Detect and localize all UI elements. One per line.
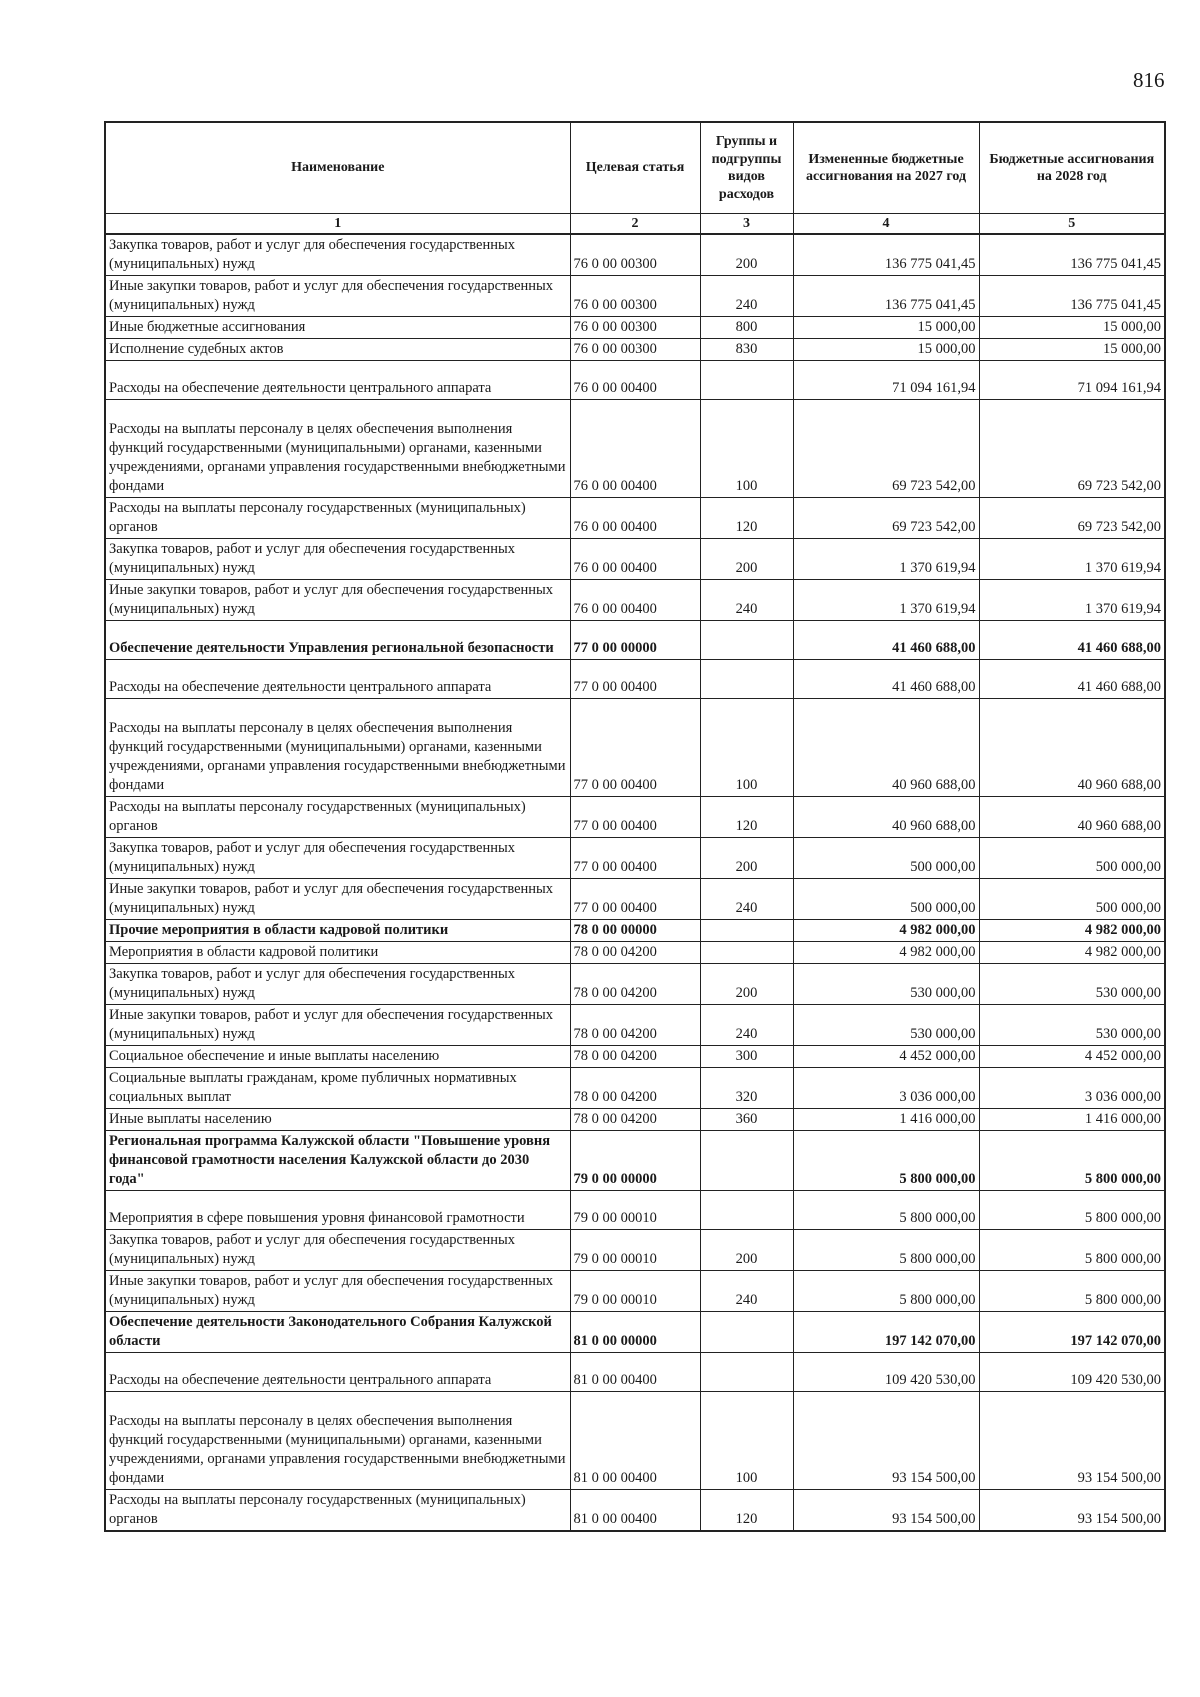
col-number: 3 [700, 214, 793, 235]
row-amount-2027-cell: 136 775 041,45 [793, 276, 979, 317]
table-row [105, 879, 1165, 920]
row-code-cell: 78 0 00 04200 [570, 1046, 700, 1068]
row-amount-2028-cell: 109 420 530,00 [979, 1353, 1165, 1392]
row-amount-2028-cell: 197 142 070,00 [979, 1312, 1165, 1353]
budget-table [104, 121, 1166, 1532]
row-group-cell [700, 1312, 793, 1353]
row-code-cell: 77 0 00 00400 [570, 838, 700, 879]
col-header-name: Наименование [105, 122, 570, 214]
row-code-cell: 78 0 00 04200 [570, 942, 700, 964]
row-amount-2027-cell: 41 460 688,00 [793, 621, 979, 660]
row-amount-2027-cell: 15 000,00 [793, 339, 979, 361]
row-group-cell: 240 [700, 879, 793, 920]
table-row [105, 317, 1165, 339]
row-name-cell: Прочие мероприятия в области кадровой политики [105, 920, 570, 942]
table-row [105, 838, 1165, 879]
row-group-cell: 240 [700, 1271, 793, 1312]
column-number-row [105, 214, 1165, 235]
table-row [105, 621, 1165, 660]
row-amount-2027-cell: 93 154 500,00 [793, 1392, 979, 1490]
row-group-cell [700, 1353, 793, 1392]
row-amount-2028-cell: 71 094 161,94 [979, 361, 1165, 400]
row-amount-2027-cell: 1 416 000,00 [793, 1109, 979, 1131]
table-row [105, 1353, 1165, 1392]
row-group-cell: 120 [700, 797, 793, 838]
row-amount-2027-cell: 136 775 041,45 [793, 234, 979, 276]
row-amount-2027-cell: 5 800 000,00 [793, 1191, 979, 1230]
table-row [105, 797, 1165, 838]
row-name-cell: Расходы на обеспечение деятельности центрального аппарата [105, 660, 570, 699]
row-group-cell: 360 [700, 1109, 793, 1131]
row-amount-2028-cell: 5 800 000,00 [979, 1131, 1165, 1191]
col-number: 1 [105, 214, 570, 235]
row-amount-2027-cell: 71 094 161,94 [793, 361, 979, 400]
row-amount-2027-cell: 1 370 619,94 [793, 539, 979, 580]
table-row [105, 1230, 1165, 1271]
row-group-cell [700, 1191, 793, 1230]
row-group-cell: 100 [700, 699, 793, 797]
row-name-cell: Социальное обеспечение и иные выплаты населению [105, 1046, 570, 1068]
table-row [105, 234, 1165, 276]
row-amount-2027-cell: 4 982 000,00 [793, 920, 979, 942]
row-code-cell: 79 0 00 00010 [570, 1191, 700, 1230]
row-group-cell: 240 [700, 276, 793, 317]
row-amount-2027-cell: 40 960 688,00 [793, 797, 979, 838]
row-amount-2028-cell: 530 000,00 [979, 964, 1165, 1005]
row-group-cell: 200 [700, 964, 793, 1005]
row-code-cell: 81 0 00 00400 [570, 1392, 700, 1490]
row-group-cell: 320 [700, 1068, 793, 1109]
row-amount-2028-cell: 41 460 688,00 [979, 621, 1165, 660]
row-code-cell: 76 0 00 00300 [570, 234, 700, 276]
row-name-cell: Закупка товаров, работ и услуг для обеспечения государственных (муниципальных) нужд [105, 1230, 570, 1271]
row-group-cell: 800 [700, 317, 793, 339]
row-amount-2027-cell: 500 000,00 [793, 838, 979, 879]
row-amount-2028-cell: 1 370 619,94 [979, 580, 1165, 621]
row-code-cell: 81 0 00 00000 [570, 1312, 700, 1353]
table-row [105, 539, 1165, 580]
row-group-cell: 200 [700, 234, 793, 276]
row-code-cell: 77 0 00 00400 [570, 699, 700, 797]
header-row [105, 122, 1165, 214]
table-row [105, 699, 1165, 797]
table-row [105, 1392, 1165, 1490]
row-code-cell: 77 0 00 00400 [570, 797, 700, 838]
row-amount-2027-cell: 530 000,00 [793, 1005, 979, 1046]
row-amount-2027-cell: 93 154 500,00 [793, 1490, 979, 1532]
table-row [105, 1068, 1165, 1109]
row-group-cell: 100 [700, 1392, 793, 1490]
col-number: 4 [793, 214, 979, 235]
row-code-cell: 79 0 00 00010 [570, 1230, 700, 1271]
row-name-cell: Расходы на выплаты персоналу государственных (муниципальных) органов [105, 797, 570, 838]
row-name-cell: Расходы на обеспечение деятельности центрального аппарата [105, 361, 570, 400]
row-group-cell: 240 [700, 1005, 793, 1046]
row-group-cell: 830 [700, 339, 793, 361]
row-name-cell: Обеспечение деятельности Управления региональной безопасности [105, 621, 570, 660]
row-amount-2028-cell: 3 036 000,00 [979, 1068, 1165, 1109]
row-name-cell: Исполнение судебных актов [105, 339, 570, 361]
row-code-cell: 78 0 00 00000 [570, 920, 700, 942]
col-header-group: Группы и подгруппы видов расходов [700, 122, 793, 214]
table-row [105, 361, 1165, 400]
row-name-cell: Расходы на обеспечение деятельности центрального аппарата [105, 1353, 570, 1392]
row-group-cell [700, 361, 793, 400]
row-code-cell: 76 0 00 00300 [570, 339, 700, 361]
row-amount-2027-cell: 69 723 542,00 [793, 400, 979, 498]
row-amount-2028-cell: 15 000,00 [979, 339, 1165, 361]
row-amount-2028-cell: 40 960 688,00 [979, 699, 1165, 797]
row-amount-2027-cell: 41 460 688,00 [793, 660, 979, 699]
table-row [105, 276, 1165, 317]
row-amount-2028-cell: 93 154 500,00 [979, 1490, 1165, 1532]
table-row [105, 1005, 1165, 1046]
row-code-cell: 81 0 00 00400 [570, 1490, 700, 1532]
row-group-cell [700, 920, 793, 942]
row-code-cell: 76 0 00 00400 [570, 361, 700, 400]
row-amount-2028-cell: 15 000,00 [979, 317, 1165, 339]
table-row [105, 1191, 1165, 1230]
row-amount-2027-cell: 500 000,00 [793, 879, 979, 920]
row-amount-2027-cell: 4 982 000,00 [793, 942, 979, 964]
row-amount-2028-cell: 1 416 000,00 [979, 1109, 1165, 1131]
table-row [105, 1131, 1165, 1191]
row-code-cell: 78 0 00 04200 [570, 1109, 700, 1131]
row-name-cell: Обеспечение деятельности Законодательного Собрания Калужской области [105, 1312, 570, 1353]
table-row [105, 660, 1165, 699]
row-name-cell: Закупка товаров, работ и услуг для обеспечения государственных (муниципальных) нужд [105, 539, 570, 580]
row-amount-2027-cell: 5 800 000,00 [793, 1131, 979, 1191]
row-name-cell: Иные бюджетные ассигнования [105, 317, 570, 339]
row-amount-2028-cell: 69 723 542,00 [979, 498, 1165, 539]
row-group-cell [700, 942, 793, 964]
row-amount-2028-cell: 136 775 041,45 [979, 276, 1165, 317]
row-amount-2028-cell: 69 723 542,00 [979, 400, 1165, 498]
row-code-cell: 77 0 00 00400 [570, 660, 700, 699]
row-code-cell: 78 0 00 04200 [570, 964, 700, 1005]
row-amount-2027-cell: 40 960 688,00 [793, 699, 979, 797]
row-name-cell: Иные закупки товаров, работ и услуг для обеспечения государственных (муниципальных) нужд [105, 276, 570, 317]
row-group-cell: 200 [700, 539, 793, 580]
col-number: 2 [570, 214, 700, 235]
row-name-cell: Иные выплаты населению [105, 1109, 570, 1131]
table-row [105, 942, 1165, 964]
page-number: 816 [1133, 68, 1165, 92]
table-row [105, 1490, 1165, 1532]
row-amount-2027-cell: 4 452 000,00 [793, 1046, 979, 1068]
row-amount-2028-cell: 5 800 000,00 [979, 1191, 1165, 1230]
row-name-cell: Мероприятия в области кадровой политики [105, 942, 570, 964]
row-code-cell: 76 0 00 00300 [570, 276, 700, 317]
row-amount-2028-cell: 500 000,00 [979, 838, 1165, 879]
row-code-cell: 76 0 00 00400 [570, 539, 700, 580]
row-group-cell: 200 [700, 838, 793, 879]
row-code-cell: 76 0 00 00400 [570, 580, 700, 621]
table-row [105, 1271, 1165, 1312]
row-amount-2027-cell: 197 142 070,00 [793, 1312, 979, 1353]
row-group-cell: 200 [700, 1230, 793, 1271]
row-amount-2028-cell: 530 000,00 [979, 1005, 1165, 1046]
row-code-cell: 76 0 00 00400 [570, 400, 700, 498]
table-row [105, 400, 1165, 498]
row-name-cell: Иные закупки товаров, работ и услуг для обеспечения государственных (муниципальных) нужд [105, 879, 570, 920]
row-amount-2028-cell: 4 982 000,00 [979, 942, 1165, 964]
table-row [105, 580, 1165, 621]
row-group-cell [700, 621, 793, 660]
row-group-cell: 100 [700, 400, 793, 498]
row-name-cell: Иные закупки товаров, работ и услуг для обеспечения государственных (муниципальных) нужд [105, 1005, 570, 1046]
table-row [105, 498, 1165, 539]
row-name-cell: Закупка товаров, работ и услуг для обеспечения государственных (муниципальных) нужд [105, 234, 570, 276]
table-row [105, 339, 1165, 361]
table-row [105, 964, 1165, 1005]
row-amount-2027-cell: 3 036 000,00 [793, 1068, 979, 1109]
table-body [105, 234, 1165, 1531]
col-number: 5 [979, 214, 1165, 235]
row-name-cell: Социальные выплаты гражданам, кроме публичных нормативных социальных выплат [105, 1068, 570, 1109]
row-group-cell [700, 660, 793, 699]
row-group-cell: 240 [700, 580, 793, 621]
row-amount-2027-cell: 530 000,00 [793, 964, 979, 1005]
row-group-cell: 120 [700, 1490, 793, 1532]
row-name-cell: Расходы на выплаты персоналу в целях обеспечения выполнения функций государственными (муниципальными) органами, казенными учреждениями, органами управления государственными внебюджетными фондами [105, 400, 570, 498]
row-amount-2028-cell: 4 452 000,00 [979, 1046, 1165, 1068]
row-code-cell: 79 0 00 00010 [570, 1271, 700, 1312]
table-row [105, 1312, 1165, 1353]
row-amount-2028-cell: 40 960 688,00 [979, 797, 1165, 838]
row-amount-2028-cell: 500 000,00 [979, 879, 1165, 920]
table-row [105, 1109, 1165, 1131]
row-name-cell: Региональная программа Калужской области "Повышение уровня финансовой грамотности населения Калужской области до 2030 года" [105, 1131, 570, 1191]
row-code-cell: 78 0 00 04200 [570, 1005, 700, 1046]
row-code-cell: 79 0 00 00000 [570, 1131, 700, 1191]
row-code-cell: 76 0 00 00400 [570, 498, 700, 539]
row-name-cell: Расходы на выплаты персоналу в целях обеспечения выполнения функций государственными (муниципальными) органами, казенными учреждениями, органами управления государственными внебюджетными фондами [105, 699, 570, 797]
row-amount-2028-cell: 4 982 000,00 [979, 920, 1165, 942]
row-name-cell: Закупка товаров, работ и услуг для обеспечения государственных (муниципальных) нужд [105, 838, 570, 879]
table-row [105, 920, 1165, 942]
col-header-amount-2028: Бюджетные ассигнования на 2028 год [979, 122, 1165, 214]
row-name-cell: Расходы на выплаты персоналу государственных (муниципальных) органов [105, 498, 570, 539]
row-amount-2028-cell: 136 775 041,45 [979, 234, 1165, 276]
row-amount-2028-cell: 1 370 619,94 [979, 539, 1165, 580]
row-amount-2027-cell: 1 370 619,94 [793, 580, 979, 621]
row-name-cell: Расходы на выплаты персоналу в целях обеспечения выполнения функций государственными (муниципальными) органами, казенными учреждениями, органами управления государственными внебюджетными фондами [105, 1392, 570, 1490]
row-name-cell: Иные закупки товаров, работ и услуг для обеспечения государственных (муниципальных) нужд [105, 1271, 570, 1312]
row-amount-2028-cell: 5 800 000,00 [979, 1230, 1165, 1271]
row-group-cell: 120 [700, 498, 793, 539]
row-group-cell [700, 1131, 793, 1191]
row-name-cell: Закупка товаров, работ и услуг для обеспечения государственных (муниципальных) нужд [105, 964, 570, 1005]
row-name-cell: Иные закупки товаров, работ и услуг для обеспечения государственных (муниципальных) нужд [105, 580, 570, 621]
row-amount-2027-cell: 15 000,00 [793, 317, 979, 339]
table-row [105, 1046, 1165, 1068]
row-code-cell: 77 0 00 00000 [570, 621, 700, 660]
row-code-cell: 78 0 00 04200 [570, 1068, 700, 1109]
row-amount-2028-cell: 5 800 000,00 [979, 1271, 1165, 1312]
row-amount-2027-cell: 5 800 000,00 [793, 1271, 979, 1312]
row-amount-2027-cell: 5 800 000,00 [793, 1230, 979, 1271]
row-code-cell: 76 0 00 00300 [570, 317, 700, 339]
row-group-cell: 300 [700, 1046, 793, 1068]
col-header-amount-2027: Измененные бюджетные ассигнования на 2027 год [793, 122, 979, 214]
row-amount-2028-cell: 93 154 500,00 [979, 1392, 1165, 1490]
row-code-cell: 77 0 00 00400 [570, 879, 700, 920]
col-header-code: Целевая статья [570, 122, 700, 214]
row-name-cell: Мероприятия в сфере повышения уровня финансовой грамотности [105, 1191, 570, 1230]
row-amount-2028-cell: 41 460 688,00 [979, 660, 1165, 699]
row-name-cell: Расходы на выплаты персоналу государственных (муниципальных) органов [105, 1490, 570, 1532]
row-code-cell: 81 0 00 00400 [570, 1353, 700, 1392]
row-amount-2027-cell: 109 420 530,00 [793, 1353, 979, 1392]
row-amount-2027-cell: 69 723 542,00 [793, 498, 979, 539]
